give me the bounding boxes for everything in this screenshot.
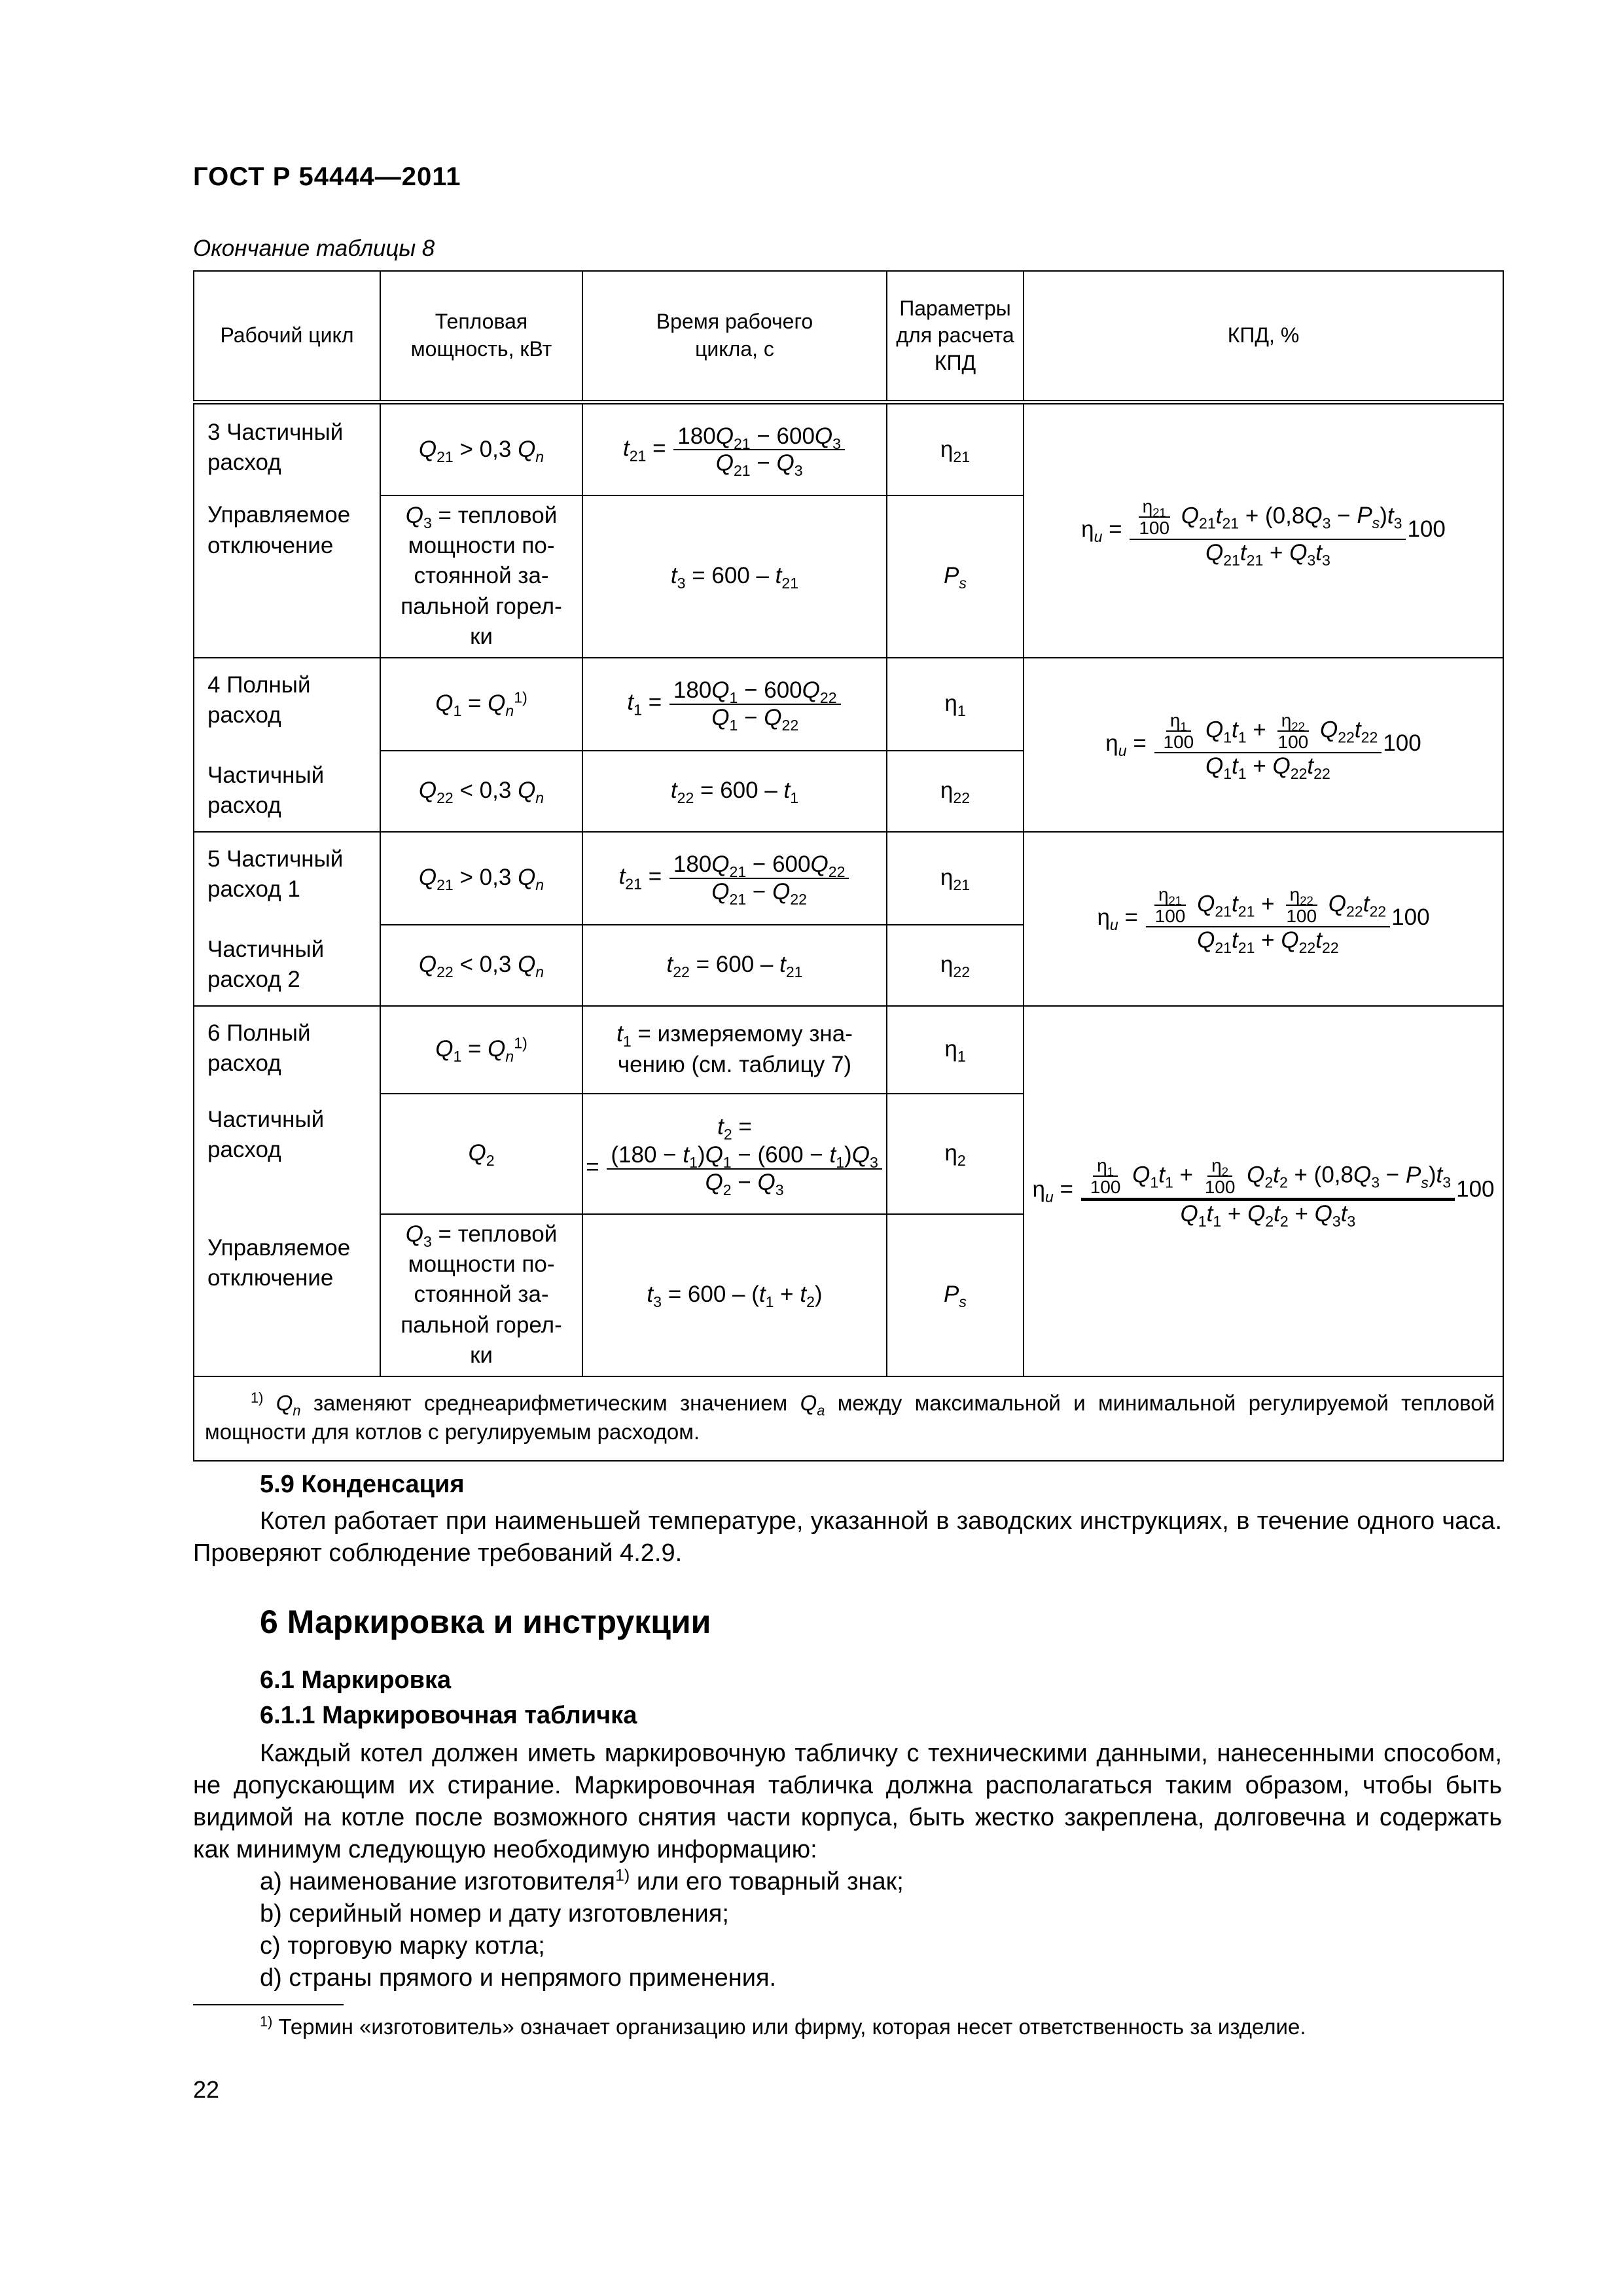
column-header: Параметры для расчета КПД <box>887 271 1024 403</box>
section-heading: 6.1 Маркировка <box>260 1666 452 1694</box>
list-item: d) страны прямого и непрямого применения. <box>260 1964 777 1992</box>
power-cell: $Q_2$ <box>380 1094 582 1214</box>
power-cell: $Q_1 = Q_n^{1)}$ <box>380 658 582 751</box>
power-cell: $Q_3$ = тепловой мощности по- стоянной за- пальной горел- ки <box>380 1214 582 1376</box>
param-cell: $\eta_1$ <box>887 1006 1024 1094</box>
power-cell: $Q_3$ = тепловой мощности по- стоянной за- пальной горел- ки <box>380 495 582 658</box>
power-cell: $Q_{21} > 0,3$ $Q_n$ <box>380 403 582 495</box>
table-caption: Окончание таблицы 8 <box>193 236 435 261</box>
column-header: Тепловая мощность, кВт <box>380 271 582 403</box>
standard-designation: ГОСТ Р 54444—2011 <box>193 162 461 191</box>
chapter-heading: 6 Маркировка и инструкции <box>260 1604 711 1640</box>
efficiency-formula: $\eta_u$ = $\frac{\eta_{21}}{100}$ $Q_{21}t_{21} + (0,8Q_3 - P_s)t_3$ $Q_{21}t_{21} + Q_3t_3$ 100 <box>1024 403 1503 658</box>
param-cell: $P_s$ <box>887 1214 1024 1376</box>
cycle-label: 5 Частичный расход 1 <box>207 846 344 902</box>
table-footnote-row <box>194 1376 1503 1461</box>
power-cell: $Q_{22} < 0,3$ $Q_n$ <box>380 751 582 832</box>
table-row <box>194 832 1503 925</box>
table-row <box>194 1006 1503 1094</box>
power-cell: $Q_{21} > 0,3$ $Q_n$ <box>380 832 582 925</box>
param-cell: $\eta_{21}$ <box>887 403 1024 495</box>
time-formula: $t_{21}$ = $\frac{180Q_{21} - 600Q_3}{Q_{21} - Q_3}$ <box>582 403 887 495</box>
power-cell: $Q_1 = Q_n^{1)}$ <box>380 1006 582 1094</box>
table-row <box>194 403 1503 495</box>
cycle-cell <box>194 832 380 1006</box>
time-formula: $t_3 = 600 - (t_1 + t_2)$ <box>582 1214 887 1376</box>
efficiency-table <box>193 270 1504 1462</box>
body-paragraph: Каждый котел должен иметь маркировочную табличку с техническими данными, нанесенными способом, не допускающим их стирание. Маркировочная табличка должна располагаться таким образом, чтобы быть видимой на котле после возможного снятия части корпуса, быть жестко закреплена, долговечна и содержать как минимум следующую необходимую информацию: <box>193 1740 1502 1863</box>
time-formula: $t_{22} = 600 - t_{21}$ <box>582 925 887 1006</box>
power-cell: $Q_{22} < 0,3$ $Q_n$ <box>380 925 582 1006</box>
cycle-label: 4 Полный расход <box>207 672 311 728</box>
cycle-label: Частичный расход <box>207 1106 325 1163</box>
efficiency-formula: $\eta_u$ = $\frac{\eta_1}{100}$ $Q_1t_1$ + $\frac{\eta_{22}}{100}$ $Q_{22}t_{22}$ $Q_1t_1 + Q_{22}t_{22}$ 100 <box>1024 658 1503 832</box>
cycle-label: Управляемое отключение <box>207 1235 351 1291</box>
list-item: a) наименование изготовителя$^{1)}$ или его товарный знак; <box>260 1866 904 1895</box>
column-header: Время рабочего цикла, с <box>582 271 887 403</box>
body-paragraph: Котел работает при наименьшей температуре, указанной в заводских инструкциях, в течение одного часа. Проверяют соблюдение требований 4.2.9. <box>193 1507 1502 1567</box>
cycle-cell <box>194 403 380 658</box>
column-header: КПД, % <box>1024 271 1503 403</box>
page-footnote: $^{1)}$ Термин «изготовитель» означает организацию или фирму, которая несет ответственность за изделие. <box>260 2013 1306 2039</box>
param-cell: $\eta_1$ <box>887 658 1024 751</box>
footnote-divider <box>193 2004 344 2005</box>
section-heading: 5.9 Конденсация <box>260 1471 465 1498</box>
cycle-label: 6 Полный расход <box>207 1020 311 1076</box>
cycle-cell <box>194 1006 380 1376</box>
efficiency-formula: $\eta_u$ = $\frac{\eta_1}{100}$ $Q_1t_1$ + $\frac{\eta_2}{100}$ $Q_2t_2 + (0,8Q_3 - P_s)t_3$ $Q_1t_1 + Q_2t_2 + Q_3t_3$ 100 <box>1024 1006 1503 1376</box>
cycle-cell <box>194 658 380 832</box>
cycle-label: Частичный расход 2 <box>207 936 325 993</box>
param-cell: $\eta_{21}$ <box>887 832 1024 925</box>
time-formula: $t_1$ = $\frac{180Q_1 - 600Q_{22}}{Q_1 - Q_{22}}$ <box>582 658 887 751</box>
param-cell: $\eta_{22}$ <box>887 751 1024 832</box>
time-formula: $t_{22} = 600 - t_1$ <box>582 751 887 832</box>
table-row <box>194 658 1503 751</box>
time-formula: $t_2$ = = $\frac{(180 - t_1)Q_1 - (600 - t_1)Q_3}{Q_2 - Q_3}$ <box>582 1094 887 1214</box>
cycle-label: Частичный расход <box>207 762 325 819</box>
page-number: 22 <box>193 2076 220 2103</box>
param-cell: $\eta_{22}$ <box>887 925 1024 1006</box>
cycle-label: 3 Частичный расход <box>207 420 344 476</box>
efficiency-formula: $\eta_u$ = $\frac{\eta_{21}}{100}$ $Q_{21}t_{21}$ + $\frac{\eta_{22}}{100}$ $Q_{22}t_{22}$ $Q_{21}t_{21} + Q_{22}t_{22}$ 100 <box>1024 832 1503 1006</box>
time-formula: $t_{21}$ = $\frac{180Q_{21} - 600Q_{22}}{Q_{21} - Q_{22}}$ <box>582 832 887 925</box>
time-formula: $t_1$ = измеряемому зна- чению (см. таблицу 7) <box>582 1006 887 1094</box>
list-item: c) торговую марку котла; <box>260 1932 545 1960</box>
table-footnote: $^{1)}$ $Q_n$ заменяют среднеарифметическим значением $Q_a$ между максимальной и минимальной регулируемой тепловой мощности для котлов с регулируемым расходом. <box>194 1376 1503 1461</box>
param-cell: $\eta_2$ <box>887 1094 1024 1214</box>
list-item: b) серийный номер и дату изготовления; <box>260 1900 729 1928</box>
section-heading: 6.1.1 Маркировочная табличка <box>260 1702 637 1729</box>
param-cell: $P_s$ <box>887 495 1024 658</box>
table-header-row <box>194 271 1503 403</box>
column-header: Рабочий цикл <box>194 271 380 403</box>
cycle-label: Управляемое отключение <box>207 502 351 558</box>
time-formula: $t_3 = 600 - t_{21}$ <box>582 495 887 658</box>
